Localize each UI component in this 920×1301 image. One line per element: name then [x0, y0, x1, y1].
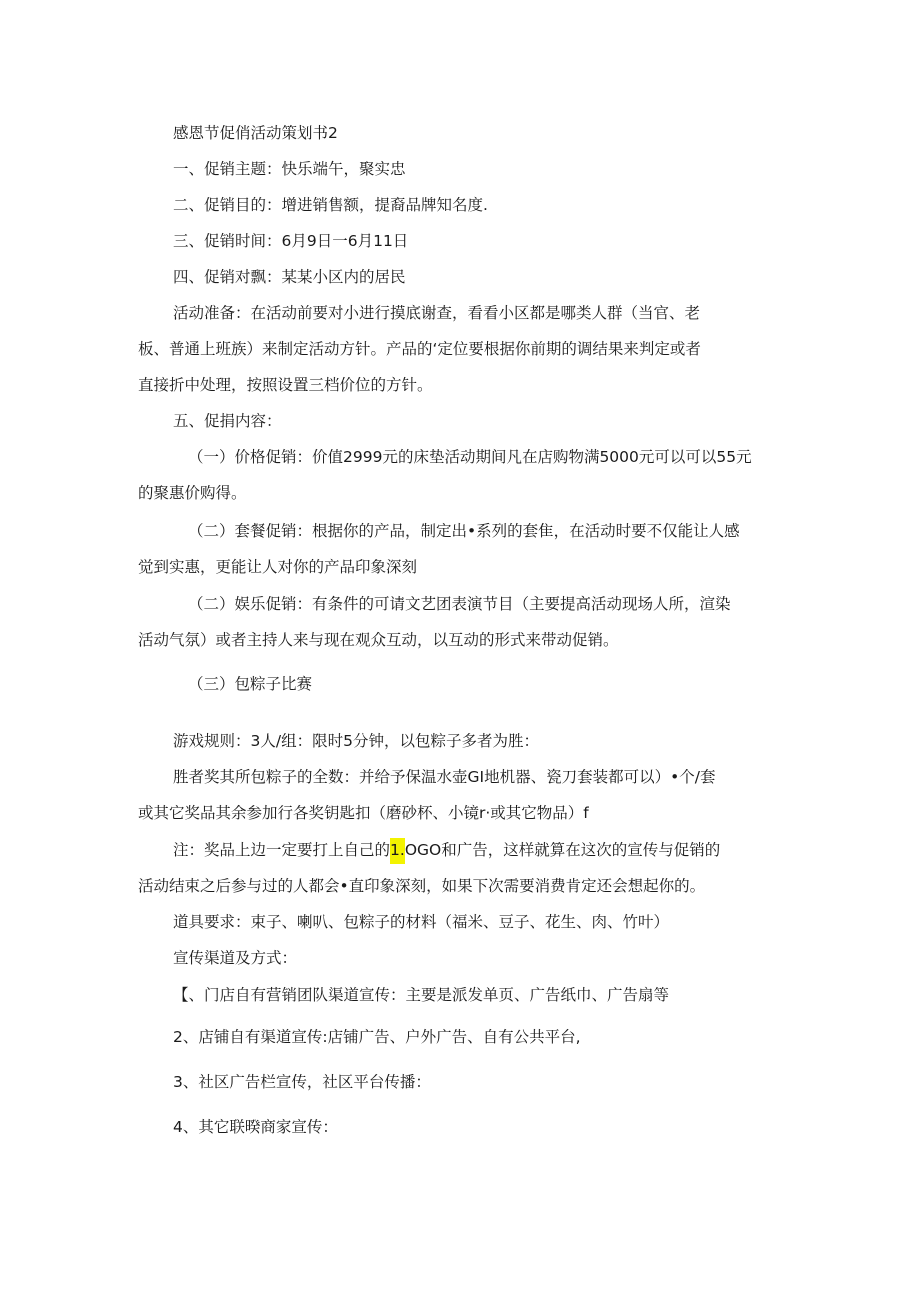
channel-item: 4、其它联暌商家宣传：	[173, 1118, 338, 1136]
price-promo-line-2: 的聚惠价购得。	[138, 484, 247, 502]
prize-line-1: 胜者奖其所包粽子的全数：并给予保温水壶GI地机器、瓷刀套装都可以）•个/套	[173, 768, 716, 786]
goal-line: 二、促销目的：增进销售额，提裔品牌知名度.	[173, 196, 488, 214]
props-line: 道具要求：束子、喇叭、包粽子的材料（福米、豆子、花生、肉、竹叶）	[173, 913, 670, 931]
preparation-line-1: 活动准备：在活动前要对小进行摸底谢查，看看小区都是哪类人群（当官、老	[173, 304, 701, 322]
note-line-2: 活动结束之后参与过的人都会•直印象深刻，如果下次需要消费肯定还会想起你的。	[138, 877, 706, 895]
package-promo-line-2: 觉到实惠，更能让人对你的产品印象深刻	[138, 558, 418, 576]
preparation-line-3: 直接折中处理，按照设置三档价位的方针。	[138, 376, 433, 394]
doc-title: 感恩节促俏活动策划书2	[173, 124, 338, 142]
note-prefix: 注：奖品上边一定要打上自己的	[173, 841, 391, 859]
channel-item: 2、店铺自有渠道宣传:店铺广告、户外广告、自有公共平台,	[173, 1028, 581, 1046]
content-heading: 五、促捐内容：	[173, 412, 282, 430]
channels-heading: 宣传渠道及方式：	[173, 949, 298, 967]
note-suffix: OGO和广告，这样就算在这次的宣传与促销的	[404, 841, 721, 859]
channel-item: 【、门店自有营销团队渠道宣传：主要是派发单页、广告纸巾、广告扇等	[173, 986, 670, 1004]
target-line: 四、促销对飘：某某小区内的居民	[173, 268, 406, 286]
channel-item: 3、社区广告栏宣传，社区平台传播：	[173, 1073, 431, 1091]
preparation-line-2: 板、普通上班族）来制定活动方针。产品的‘定位要根据你前期的调结果来判定或者	[138, 340, 701, 358]
time-line: 三、促销时间：6月9日一6月11日	[173, 232, 409, 250]
note-line-1	[173, 840, 720, 860]
price-promo-line-1: （一）价格促销：价值2999元的床垫活动期间凡在店购物满5000元可以可以55元	[188, 448, 752, 466]
rules-line: 游戏规则：3人/组：限时5分钟，以包粽子多者为胜：	[173, 732, 539, 750]
theme-line: 一、促销主题：快乐端午，聚实忠	[173, 160, 406, 178]
contest-heading: （三）包粽子比赛	[188, 675, 313, 693]
package-promo-line-1: （二）套餐促销：根据你的产品，制定出•系列的套隹，在活动时要不仅能让人感	[188, 522, 740, 540]
prize-line-2: 或其它奖品其余参加行各奖钥匙扣（磨砂杯、小镜r·或其它物品）f	[138, 804, 589, 822]
entertainment-promo-line-1: （二）娱乐促销：有条件的可请文艺团表演节目（主要提高活动现场人所，渲染	[188, 595, 731, 613]
entertainment-promo-line-2: 活动气氛）或者主持人来与现在观众互动，以互动的形式来带动促销。	[138, 631, 619, 649]
logo-highlight: 1.	[390, 838, 405, 864]
